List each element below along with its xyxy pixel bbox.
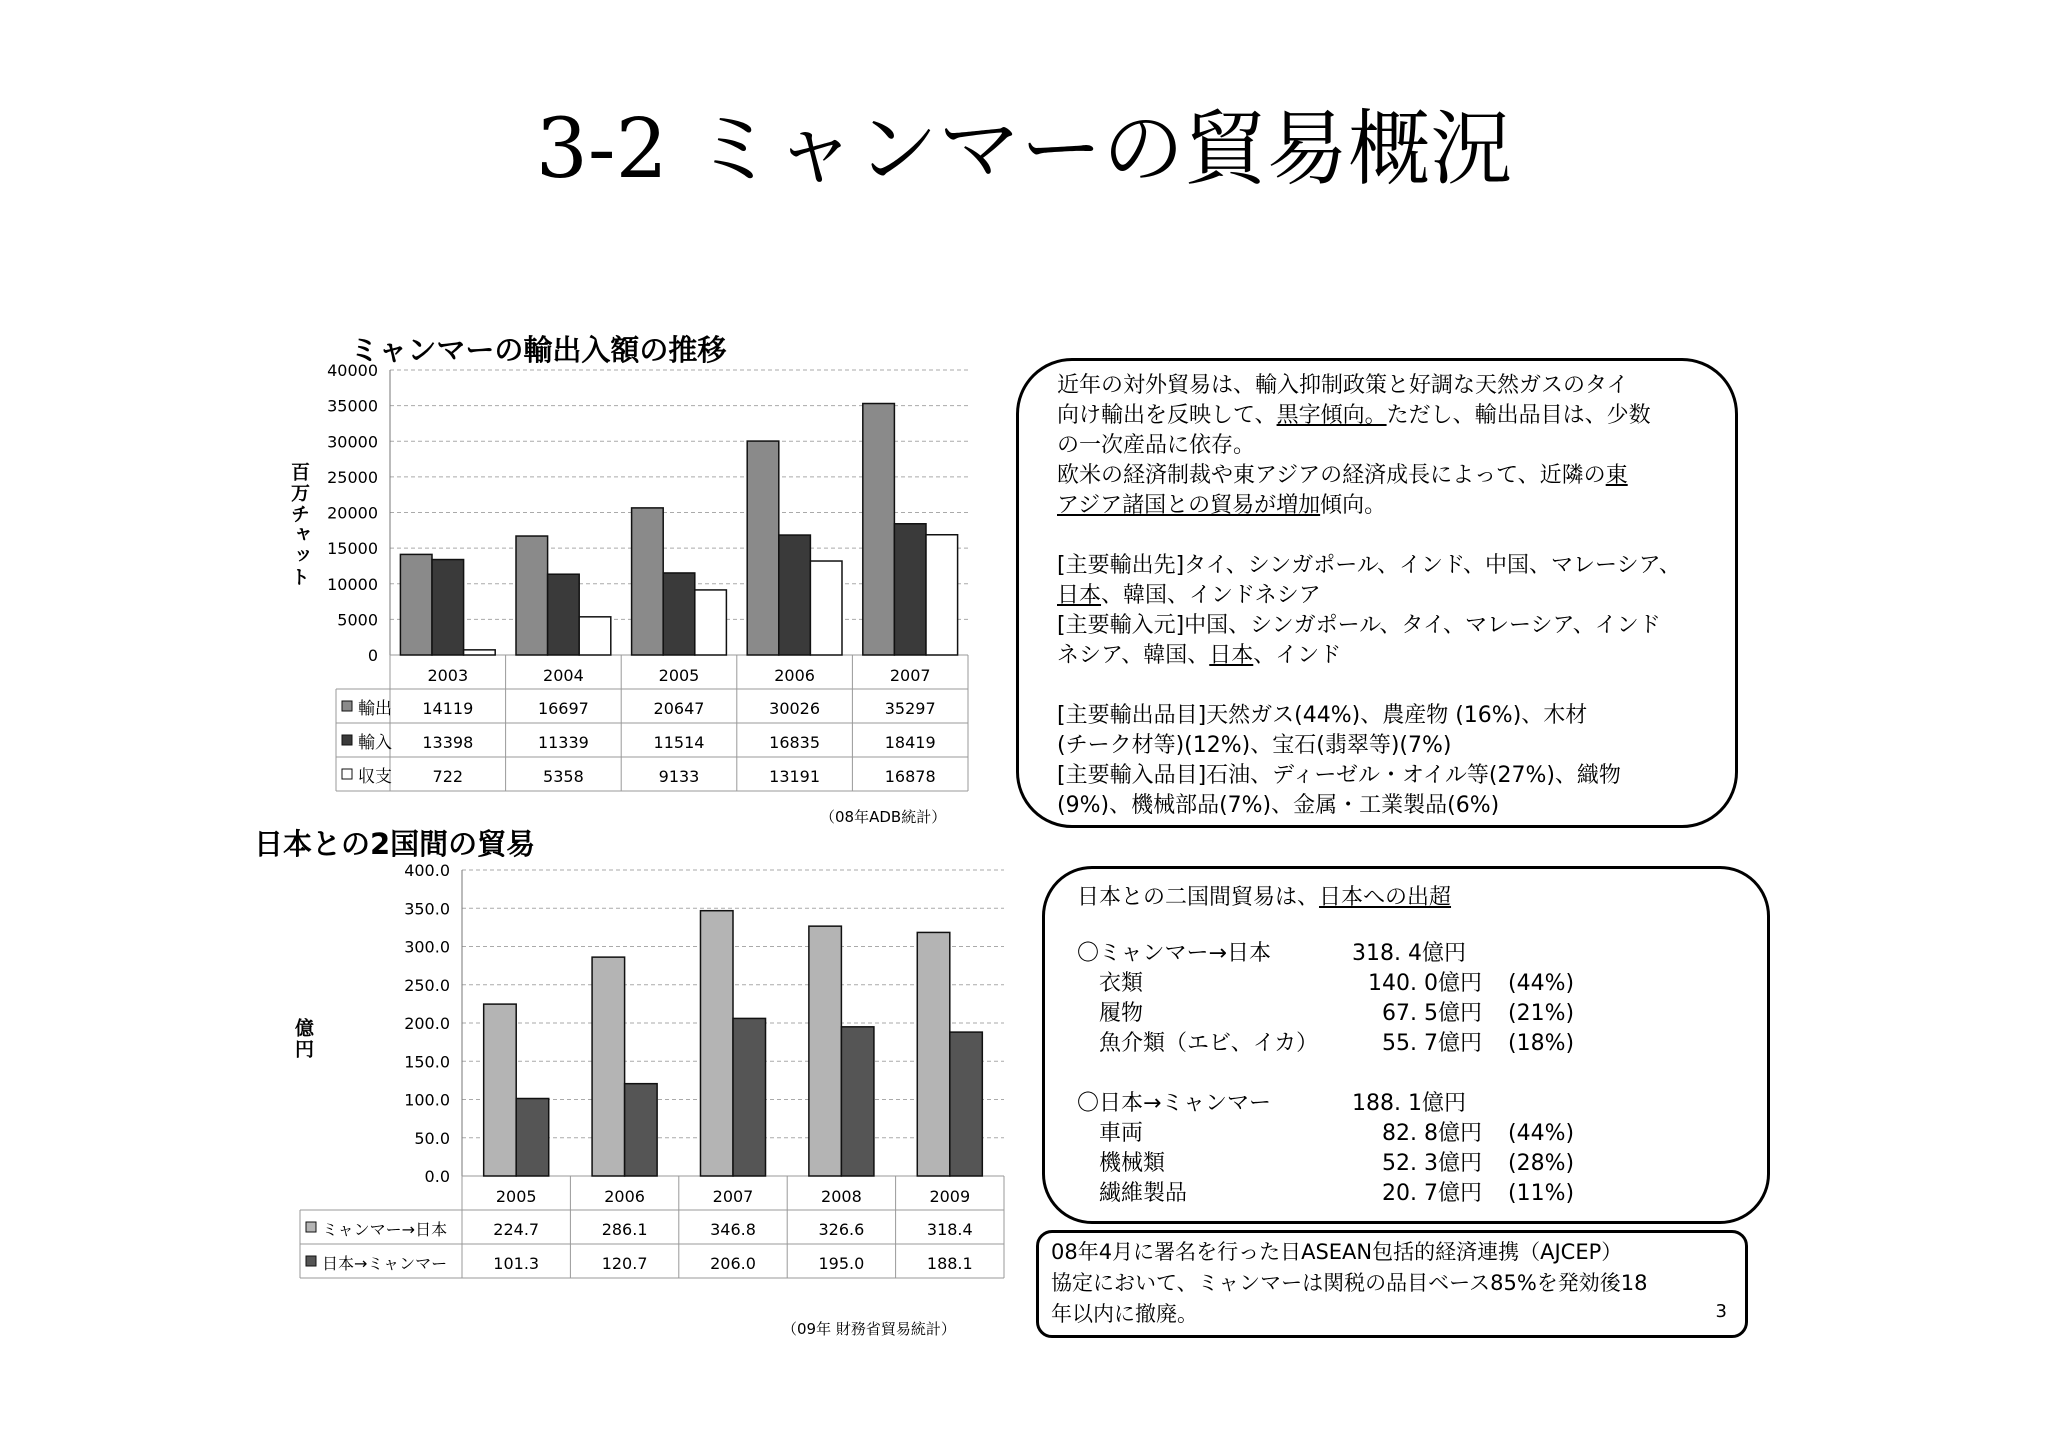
chart2 xyxy=(296,858,1016,1298)
data-value-label: 9133 xyxy=(658,767,700,786)
bar xyxy=(516,536,548,655)
data-value-label: 722 xyxy=(432,767,464,786)
summary-line: 向け輸出を反映して、黒字傾向。ただし、輸出品目は、少数 xyxy=(1057,403,1651,428)
y-tick-label: 0.0 xyxy=(424,1167,450,1186)
bar xyxy=(926,535,958,655)
ajcep-box xyxy=(1036,1230,1748,1338)
bar xyxy=(700,911,733,1176)
bar xyxy=(894,524,926,655)
bar xyxy=(516,1099,549,1176)
data-value-label: 318.4 xyxy=(926,1220,973,1239)
data-value-label: 16835 xyxy=(769,733,821,752)
data-value-label: 11514 xyxy=(653,733,705,752)
bar xyxy=(632,508,664,655)
y-tick-label: 50.0 xyxy=(414,1128,450,1148)
bar xyxy=(592,957,625,1176)
export-goods-cont: (チーク材等)(12%)、宝石(翡翠等)(7%) xyxy=(1057,733,1452,758)
chart1-ylabel: 百万チャット xyxy=(288,462,310,588)
data-value-label: 101.3 xyxy=(493,1254,540,1273)
bilateral-heading: 日本との二国間貿易は、日本への出超 xyxy=(1077,885,1452,910)
y-tick-label: 20000 xyxy=(327,503,378,523)
export-goods: [主要輸出品目]天然ガス(44%)、農産物 (16%)、木材 xyxy=(1057,703,1588,728)
chart1-title: ミャンマーの輸出入額の推移 xyxy=(350,333,727,367)
summary-box xyxy=(1016,358,1738,828)
summary-line: の一次産品に依存。 xyxy=(1057,433,1256,458)
data-value-label: 224.7 xyxy=(493,1220,540,1239)
group1-row: 〇ミャンマー→日本 318. 4億円 xyxy=(1077,941,1466,966)
y-tick-label: 40000 xyxy=(327,361,378,380)
group1-item: 魚介類（エビ、イカ） 55. 7億円 (18%) xyxy=(1099,1031,1575,1056)
legend-swatch xyxy=(342,735,352,745)
data-value-label: 286.1 xyxy=(601,1220,648,1239)
y-tick-label: 350.0 xyxy=(404,899,450,919)
y-tick-label: 35000 xyxy=(327,396,378,416)
data-value-label: 18419 xyxy=(884,733,936,752)
chart2-ylabel: 億円 xyxy=(292,1018,314,1060)
ajcep-line: 08年4月に署名を行った日ASEAN包括的経済連携（AJCEP） xyxy=(1051,1240,1623,1264)
bilateral-box xyxy=(1042,866,1770,1224)
data-value-label: 16878 xyxy=(884,767,936,786)
group2-item: 機械類 52. 3億円 (28%) xyxy=(1099,1151,1575,1176)
x-tick-label: 2007 xyxy=(889,666,931,685)
import-goods-cont: (9%)、機械部品(7%)、金属・工業製品(6%) xyxy=(1057,793,1500,818)
bar xyxy=(779,535,811,655)
y-tick-label: 5000 xyxy=(337,610,378,630)
bar xyxy=(809,926,842,1176)
legend-swatch xyxy=(342,769,352,779)
x-tick-label: 2009 xyxy=(929,1187,971,1206)
y-tick-label: 200.0 xyxy=(404,1014,450,1033)
ajcep-line: 協定において、ミャンマーは関税の品目ベース85%を発効後18 xyxy=(1051,1271,1648,1295)
legend-swatch xyxy=(342,701,352,711)
chart2-title: 日本との2国間の貿易 xyxy=(254,827,536,861)
x-tick-label: 2004 xyxy=(543,666,584,685)
y-tick-label: 10000 xyxy=(327,574,378,594)
export-destinations-cont: 日本、韓国、インドネシア xyxy=(1057,583,1321,608)
group2-item: 車両 82. 8億円 (44%) xyxy=(1099,1121,1575,1146)
y-tick-label: 100.0 xyxy=(404,1090,450,1110)
data-value-label: 195.0 xyxy=(818,1254,865,1273)
bar xyxy=(841,1027,874,1176)
legend-label: 輸入 xyxy=(358,733,392,753)
data-value-label: 5358 xyxy=(543,767,584,786)
bar xyxy=(917,932,950,1176)
bar xyxy=(432,560,464,655)
data-value-label: 14119 xyxy=(422,699,474,718)
x-tick-label: 2007 xyxy=(712,1187,754,1206)
bar xyxy=(464,650,496,655)
x-tick-label: 2008 xyxy=(821,1187,862,1206)
bar xyxy=(548,574,580,655)
bar xyxy=(695,590,727,655)
bar xyxy=(625,1084,658,1176)
data-value-label: 30026 xyxy=(769,699,821,718)
legend-label: 収支 xyxy=(358,767,392,787)
data-value-label: 346.8 xyxy=(710,1220,756,1239)
data-value-label: 188.1 xyxy=(926,1254,973,1273)
bar xyxy=(810,561,842,655)
summary-line: 近年の対外貿易は、輸入抑制政策と好調な天然ガスのタイ xyxy=(1057,373,1629,398)
bar xyxy=(579,617,611,655)
legend-swatch xyxy=(306,1222,316,1232)
group1-item: 履物 67. 5億円 (21%) xyxy=(1099,1001,1575,1026)
export-destinations: [主要輸出先]タイ、シンガポール、インド、中国、マレーシア、 xyxy=(1057,553,1681,578)
page-number: 3 xyxy=(1715,1301,1727,1322)
data-value-label: 13191 xyxy=(769,767,821,786)
y-tick-label: 15000 xyxy=(327,539,378,559)
chart1-source: （08年ADB統計） xyxy=(820,808,947,826)
x-tick-label: 2006 xyxy=(774,666,815,685)
y-tick-label: 150.0 xyxy=(404,1052,450,1072)
y-tick-label: 0 xyxy=(367,646,378,665)
data-value-label: 20647 xyxy=(653,699,705,718)
import-goods: [主要輸入品目]石油、ディーゼル・オイル等(27%)、織物 xyxy=(1057,763,1621,788)
group2-item: 繊維製品 20. 7億円 (11%) xyxy=(1099,1181,1575,1206)
group1-item: 衣類 140. 0億円 (44%) xyxy=(1099,971,1575,996)
bar xyxy=(400,554,432,655)
slide-title: 3-2 ミャンマーの貿易概況 xyxy=(535,102,1513,197)
y-tick-label: 300.0 xyxy=(404,937,450,957)
legend-swatch xyxy=(306,1256,316,1266)
bar xyxy=(663,573,695,655)
x-tick-label: 2005 xyxy=(495,1187,537,1206)
data-value-label: 13398 xyxy=(422,733,474,752)
group2-row: 〇日本→ミャンマー 188. 1億円 xyxy=(1077,1091,1466,1116)
data-value-label: 16697 xyxy=(537,699,589,718)
data-value-label: 35297 xyxy=(884,699,936,718)
data-value-label: 11339 xyxy=(537,733,589,752)
bar xyxy=(863,404,895,655)
ajcep-line: 年以内に撤廃。 xyxy=(1051,1302,1198,1326)
y-tick-label: 30000 xyxy=(327,432,378,452)
bar xyxy=(950,1032,983,1176)
summary-line: アジア諸国との貿易が増加傾向。 xyxy=(1057,493,1387,518)
x-tick-label: 2003 xyxy=(427,666,469,685)
bar xyxy=(484,1004,517,1176)
import-sources-cont: ネシア、韓国、日本、インド xyxy=(1057,643,1342,668)
bar xyxy=(733,1018,766,1176)
chart2-source: （09年 財務省貿易統計） xyxy=(782,1320,956,1338)
legend-label: ミャンマー→日本 xyxy=(322,1220,448,1239)
data-value-label: 206.0 xyxy=(710,1254,756,1273)
y-tick-label: 25000 xyxy=(327,467,378,487)
data-value-label: 326.6 xyxy=(818,1220,865,1239)
x-tick-label: 2006 xyxy=(604,1187,645,1206)
x-tick-label: 2005 xyxy=(658,666,700,685)
data-value-label: 120.7 xyxy=(601,1254,648,1273)
y-tick-label: 400.0 xyxy=(404,861,450,880)
summary-line: 欧米の経済制裁や東アジアの経済成長によって、近隣の東 xyxy=(1057,463,1628,488)
legend-label: 日本→ミャンマー xyxy=(322,1254,448,1273)
y-tick-label: 250.0 xyxy=(404,975,450,995)
legend-label: 輸出 xyxy=(358,699,392,719)
bar xyxy=(747,441,779,655)
chart1 xyxy=(318,358,978,798)
import-sources: [主要輸入元]中国、シンガポール、タイ、マレーシア、インド xyxy=(1057,613,1661,638)
